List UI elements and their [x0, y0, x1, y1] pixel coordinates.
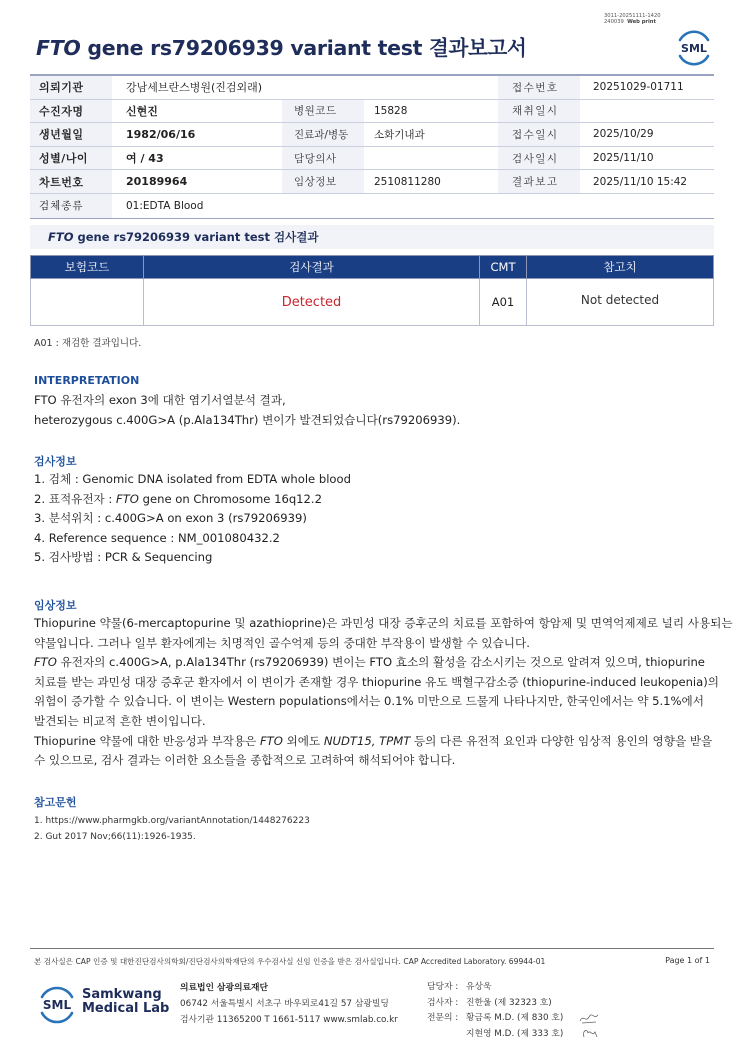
references-heading: 참고문헌: [34, 796, 77, 809]
org-contact: 검사기관 11365200 T 1661-5117 www.smlab.co.kr: [180, 1015, 398, 1025]
label-receipt-date: 접수일시: [498, 123, 580, 146]
clinical-info-text: [34, 614, 733, 771]
info-row: [30, 170, 714, 194]
clinical-info-heading: 임상정보: [34, 599, 77, 612]
label-specimen-type: 검체종류: [30, 194, 112, 218]
label-receipt-number: 접수번호: [498, 76, 580, 99]
doc-code-line1: 3011-20251111-1420: [604, 13, 661, 19]
clinical-line: Thiopurine 약물(6-mercaptopurine 및 azathioprine)은 과민성 대장 증후군의 치료를 포함하여 항암제 및 면역억제제로 널리 사용되는: [34, 616, 733, 630]
label-chart-number: 차트번호: [30, 170, 112, 193]
value-specimen-type: 01:EDTA Blood: [126, 199, 204, 212]
value-receipt-date: 2025/10/29: [593, 128, 654, 141]
result-table: [30, 255, 714, 326]
samkwang-logo-icon: [36, 982, 78, 1024]
patient-info-table: [30, 74, 714, 219]
title-gene: FTO: [36, 36, 81, 60]
value-requesting-org: 강남세브란스병원(진검외래): [126, 81, 263, 95]
label-report-date: 결과보고: [498, 170, 580, 193]
test-info-item: 2. 표적유전자 : FTO gene on Chromosome 16q12.2: [34, 491, 322, 506]
value-clinical-info: 2510811280: [374, 175, 441, 188]
sml-logo-text: SML: [681, 42, 707, 55]
info-row: [30, 194, 714, 218]
staff-row: 검사자 : 진한울 (제 32323 호): [427, 997, 552, 1008]
sml-logo-icon: [674, 26, 714, 66]
test-info-item: 3. 분석위치 : c.400G>A on exon 3 (rs79206939): [34, 511, 307, 526]
label-collection-date: 채취일시: [498, 100, 580, 123]
clinical-line: 치료를 받는 과민성 대장 증후군 환자에서 이 변이가 존재할 경우 thiopurine 유도 백혈구감소증 (thiopurine-induced leukopenia)의: [34, 674, 719, 689]
cell-result-detected: Detected: [144, 279, 480, 326]
footer-divider: [30, 948, 714, 949]
org-name: 의료법인 삼광의료재단: [180, 983, 269, 993]
label-doctor: 담당의사: [282, 147, 364, 170]
page-number: Page 1 of 1: [665, 956, 710, 965]
references-list: [34, 813, 310, 845]
label-sex-age: 성별/나이: [30, 147, 112, 170]
clinical-line: FTO 유전자의 c.400G>A, p.Ala134Thr (rs79206939) 변이는 FTO 효소의 활성을 감소시키는 것으로 알려져 있으며, thiopurine: [34, 655, 705, 670]
label-department: 진료과/병동: [282, 123, 364, 146]
info-row: [30, 147, 714, 171]
test-info-item: 5. 검사방법 : PCR & Sequencing: [34, 550, 213, 565]
page-title: [36, 31, 527, 61]
value-doctor: [364, 147, 498, 170]
logo-line1: Samkwang: [82, 987, 162, 1002]
document-code: [604, 13, 661, 25]
label-birth-date: 생년월일: [30, 123, 112, 146]
info-row: [30, 76, 714, 100]
title-rest: gene rs79206939 variant test 결과보고서: [87, 36, 527, 60]
reference-item: 2. Gut 2017 Nov;66(11):1926-1935.: [34, 832, 196, 842]
label-requesting-org: 의뢰기관: [30, 76, 112, 99]
header-test-result: 검사결과: [144, 256, 480, 279]
info-row: [30, 123, 714, 147]
web-print-label: Web print: [627, 19, 656, 25]
clinical-line: 수 있으므로, 검사 결과는 이러한 요소들을 종합적으로 고려하여 해석되어야 합니다.: [34, 753, 456, 768]
interpretation-text: [34, 391, 460, 430]
result-header-row: [31, 256, 714, 279]
interpretation-line: FTO 유전자의 exon 3에 대한 염기서열분석 결과,: [34, 393, 286, 407]
value-department: 소화기내과: [374, 128, 425, 141]
cell-reference: Not detected: [527, 279, 714, 326]
interpretation-line: heterozygous c.400G>A (p.Ala134Thr) 변이가 발견되었습니다(rs79206939).: [34, 412, 461, 427]
test-info-heading: 검사정보: [34, 455, 77, 468]
info-row: [30, 100, 714, 124]
reference-item: 1. https://www.pharmgkb.org/variantAnnotation/1448276223: [34, 816, 310, 826]
header-insurance-code: 보험코드: [31, 256, 144, 279]
value-report-date: 2025/11/10 15:42: [593, 175, 688, 188]
cell-insurance-code: [31, 279, 144, 326]
result-title-gene: FTO: [48, 230, 74, 244]
header-cmt: CMT: [480, 256, 527, 279]
staff-row: 전문의 : 황금록 M.D. (제 830 호): [427, 1013, 564, 1023]
interpretation-heading: INTERPRETATION: [34, 374, 140, 387]
doc-code-line2: 240039: [604, 19, 624, 25]
value-collection-date: [580, 100, 714, 123]
value-receipt-number: 20251029-01711: [593, 81, 684, 94]
cmt-note: A01 : 재검한 결과입니다.: [34, 338, 142, 349]
test-info-item: 4. Reference sequence : NM_001080432.2: [34, 530, 280, 545]
value-chart-number: 20189964: [126, 175, 188, 189]
result-title-rest: gene rs79206939 variant test 검사결과: [77, 230, 319, 244]
accreditation-note: 본 검사실은 CAP 인증 및 대한진단검사의학회/진단검사의학재단의 우수검사실 신임 인증을 받은 검사실입니다. CAP Accredited Laboratory. 69944-01: [34, 957, 546, 966]
header-reference: 참고치: [527, 256, 714, 279]
clinical-line: 약물입니다. 그러나 일부 환자에게는 치명적인 골수억제 등의 중대한 부작용이 발생할 수 있습니다.: [34, 635, 530, 650]
org-address: 06742 서울특별시 서초구 바우뫼로41길 57 삼광빌딩: [180, 999, 389, 1009]
value-sex-age: 여 / 43: [126, 152, 164, 166]
value-test-date: 2025/11/10: [593, 152, 654, 165]
logo-line2: Medical Lab: [82, 1001, 170, 1016]
clinical-line: 위험이 증가할 수 있습니다. 이 변이는 Western populations에서는 0.1% 미만으로 드물게 나타나지만, 한국인에서는 약 5.1%에서: [34, 694, 704, 709]
lab-logo-text: [82, 988, 169, 1016]
label-hospital-code: 병원코드: [282, 100, 364, 123]
result-row: [31, 279, 714, 326]
cell-cmt: A01: [480, 279, 527, 326]
value-birth-date: 1982/06/16: [126, 127, 196, 141]
label-patient-name: 수진자명: [30, 100, 112, 123]
staff-list: [427, 980, 563, 1042]
staff-row: 담당자 : 유상욱: [427, 982, 492, 992]
value-patient-name: 신현진: [126, 104, 158, 118]
sml-logo-text: SML: [42, 998, 72, 1012]
test-info-item: 1. 검체 : Genomic DNA isolated from EDTA whole blood: [34, 472, 351, 486]
organization-info: [180, 980, 398, 1028]
label-clinical-info: 임상정보: [282, 170, 364, 193]
staff-row: 지현영 M.D. (제 333 호): [466, 1028, 564, 1039]
clinical-line: Thiopurine 약물에 대한 반응성과 부작용은 FTO 외에도 NUDT15, TPMT 등의 다른 유전적 요인과 다양한 임상적 용인의 영향을 받을: [34, 733, 713, 748]
result-section-title: [30, 225, 714, 249]
value-hospital-code: 15828: [374, 104, 408, 117]
clinical-line: 발견되는 비교적 흔한 변이입니다.: [34, 713, 206, 728]
label-test-date: 검사일시: [498, 147, 580, 170]
test-info-list: [34, 470, 351, 568]
signature-icon: [578, 1025, 602, 1041]
